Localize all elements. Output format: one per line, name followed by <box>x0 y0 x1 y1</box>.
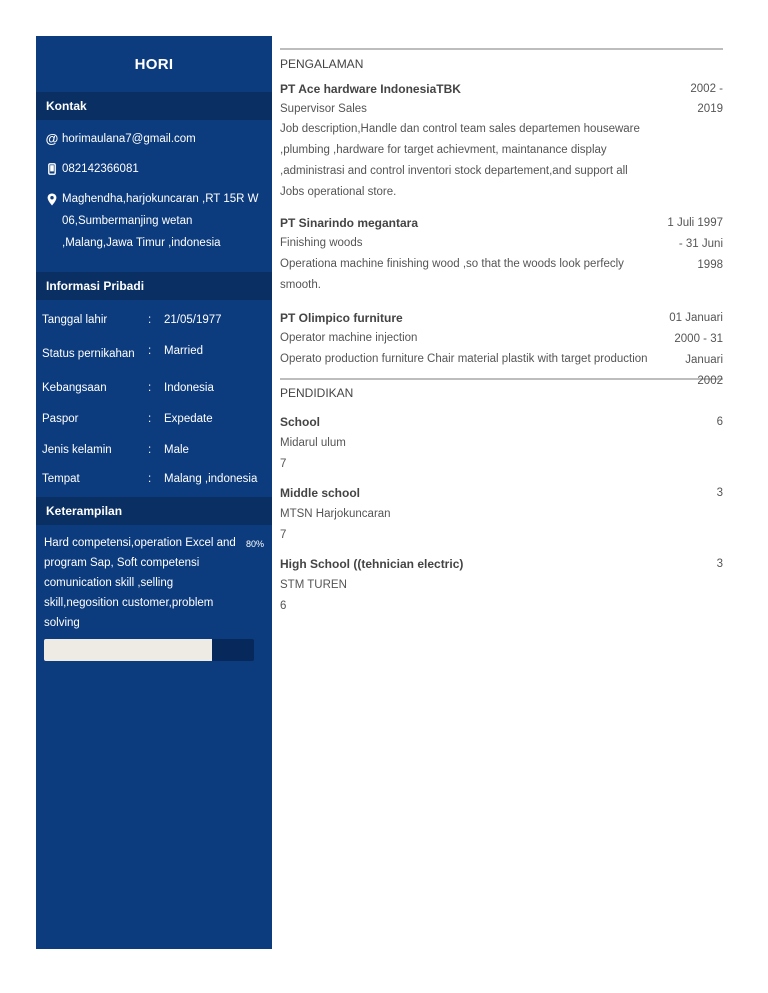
info-value: 21/05/1977 <box>164 314 222 326</box>
info-value: Married <box>164 345 203 357</box>
sidebar <box>36 36 272 949</box>
personal-info-heading: Informasi Pribadi <box>36 272 272 300</box>
position-title: Supervisor Sales <box>280 103 367 115</box>
job-description: Operationa machine finishing wood ,so that the woods look perfecly smooth. <box>280 258 624 291</box>
info-value: Male <box>164 444 189 456</box>
job-period: 01 Januari 2000 - 31 Januari 2002 <box>669 312 723 387</box>
education-year-start: 6 <box>716 416 723 428</box>
job-description: Job description,Handle dan control team sales departemen houseware ,plumbing ,hardware for target achievment, maintanance display ,administrasi and control inventori stock departement,and support all Jobs operational store. <box>280 123 640 198</box>
education-level: School <box>280 415 321 429</box>
address-text: Maghendha,harjokuncaran ,RT 15R W 06,Sumbermanjing wetan ,Malang,Jawa Timur ,indonesia <box>62 193 259 249</box>
experience-entry <box>280 308 723 387</box>
contact-heading: Kontak <box>36 92 272 120</box>
info-row-birthdate <box>36 310 272 330</box>
info-value: Expedate <box>164 413 213 425</box>
info-label: Kebangsaan <box>42 382 107 394</box>
job-period: 2002 - 2019 <box>690 83 723 115</box>
contact-section <box>36 120 272 272</box>
candidate-name: HORI <box>134 55 174 73</box>
phone-text[interactable]: 082142366081 <box>62 163 139 175</box>
email-text[interactable]: horimaulana7@gmail.com <box>62 133 196 145</box>
info-row-place <box>36 471 272 487</box>
info-colon: : <box>148 314 152 326</box>
education-year-end: 7 <box>280 458 287 470</box>
skills-heading: Keterampilan <box>36 497 272 525</box>
info-label: Status pernikahan <box>42 348 135 360</box>
institution-name: STM TUREN <box>280 579 347 591</box>
education-level: Middle school <box>280 486 361 500</box>
education-level: High School ((tehnician electric) <box>280 557 464 571</box>
institution-name: Midarul ulum <box>280 437 346 449</box>
company-name: PT Sinarindo megantara <box>280 216 419 230</box>
experience-entry <box>280 213 723 296</box>
phone-row <box>42 158 266 180</box>
skills-progress-bar <box>44 639 254 661</box>
job-description: Operato production furniture Chair material plastik with target production <box>280 353 648 365</box>
divider <box>280 48 723 50</box>
info-colon: : <box>148 345 152 357</box>
info-row-gender <box>36 440 272 460</box>
personal-info-section <box>36 300 272 497</box>
info-colon: : <box>148 444 152 456</box>
skills-text: Hard competensi,operation Excel and program Sap, Soft competensi comunication skill ,selling skill,negosition customer,problem solving <box>44 537 236 629</box>
experience-heading: PENGALAMAN <box>280 57 364 71</box>
at-sign-icon: @ <box>45 131 59 146</box>
skills-percent: 80% <box>245 539 264 549</box>
info-colon: : <box>148 382 152 394</box>
skills-progress-fill <box>44 639 212 661</box>
education-year-start: 3 <box>716 487 723 499</box>
phone-icon <box>42 158 62 180</box>
education-entry <box>280 412 723 474</box>
info-label: Tanggal lahir <box>42 314 108 326</box>
company-name: PT Ace hardware IndonesiaTBK <box>280 82 461 96</box>
education-year-end: 6 <box>280 600 287 612</box>
job-period: 1 Juli 1997 - 31 Juni 1998 <box>667 217 723 271</box>
experience-entry <box>280 79 723 203</box>
education-heading: PENDIDIKAN <box>280 386 354 400</box>
info-row-passport <box>36 409 272 429</box>
education-year-start: 3 <box>716 558 723 570</box>
info-label: Tempat <box>42 473 80 485</box>
divider <box>280 378 723 380</box>
institution-name: MTSN Harjokuncaran <box>280 508 391 520</box>
info-row-marital-status <box>36 341 272 367</box>
company-name: PT Olimpico furniture <box>280 311 403 325</box>
info-colon: : <box>148 413 152 425</box>
address-row <box>42 188 266 254</box>
email-row <box>42 128 266 150</box>
location-pin-icon <box>42 188 62 254</box>
position-title: Finishing woods <box>280 237 363 249</box>
info-value: Indonesia <box>164 382 214 394</box>
info-label: Paspor <box>42 413 79 425</box>
position-title: Operator machine injection <box>280 332 418 344</box>
info-colon: : <box>148 473 152 485</box>
main-content <box>280 48 723 616</box>
info-label: Jenis kelamin <box>42 444 112 456</box>
education-entry <box>280 554 723 616</box>
education-year-end: 7 <box>280 529 287 541</box>
education-entry <box>280 483 723 545</box>
skills-section <box>36 525 272 669</box>
info-row-nationality <box>36 378 272 398</box>
info-value: Malang ,indonesia <box>164 473 258 485</box>
